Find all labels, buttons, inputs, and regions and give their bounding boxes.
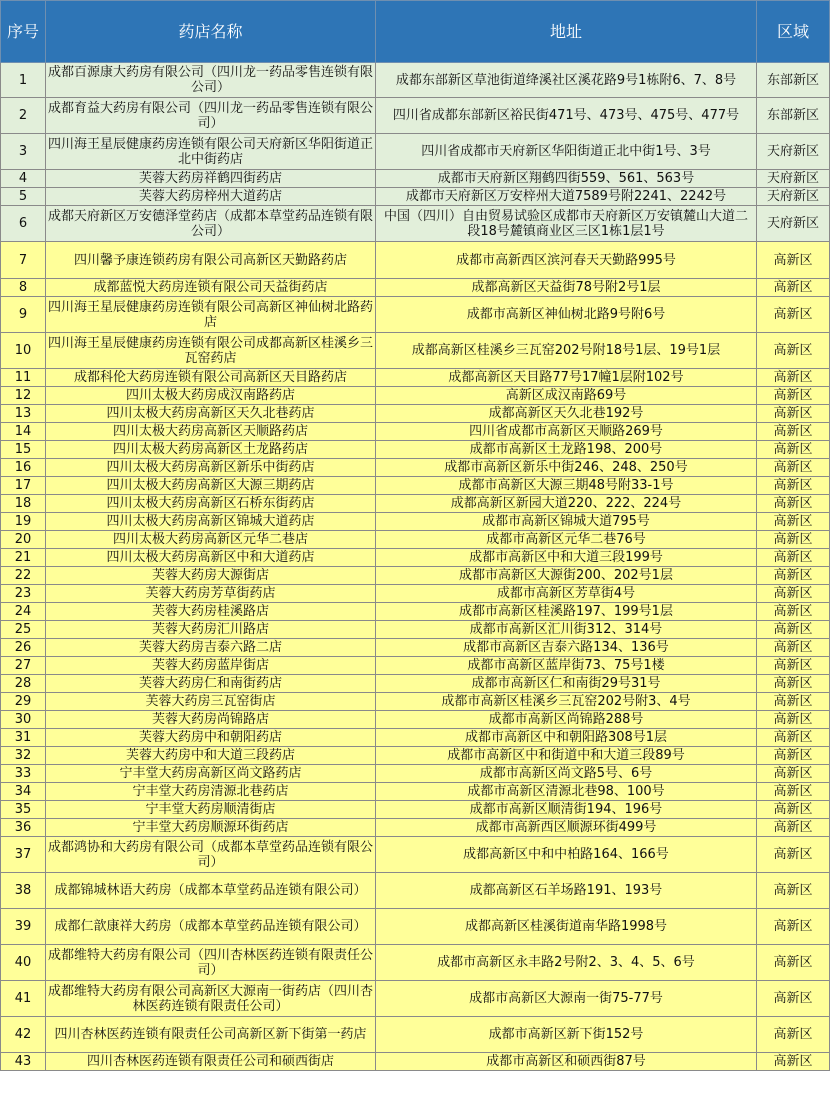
cell-name: 成都科伦大药房连锁有限公司高新区天目路药店 bbox=[46, 369, 376, 387]
cell-no: 6 bbox=[1, 206, 46, 242]
cell-address: 成都市高新区神仙树北路9号附6号 bbox=[376, 297, 757, 333]
cell-address: 成都高新区石羊场路191、193号 bbox=[376, 873, 757, 909]
header-address[interactable]: 地址 bbox=[376, 1, 757, 63]
table-row[interactable] bbox=[1, 657, 830, 675]
table-row[interactable] bbox=[1, 639, 830, 657]
cell-area: 天府新区 bbox=[757, 170, 830, 188]
cell-area: 高新区 bbox=[757, 945, 830, 981]
cell-address: 成都高新区新园大道220、222、224号 bbox=[376, 495, 757, 513]
table-row[interactable] bbox=[1, 585, 830, 603]
cell-area: 高新区 bbox=[757, 567, 830, 585]
cell-no: 9 bbox=[1, 297, 46, 333]
cell-no: 40 bbox=[1, 945, 46, 981]
cell-address: 成都市高新区尚锦路288号 bbox=[376, 711, 757, 729]
cell-no: 7 bbox=[1, 242, 46, 279]
cell-no: 11 bbox=[1, 369, 46, 387]
cell-no: 35 bbox=[1, 801, 46, 819]
cell-name: 成都维特大药房有限公司高新区大源南一街药店（四川杏林医药连锁有限责任公司） bbox=[46, 981, 376, 1017]
table-row[interactable] bbox=[1, 423, 830, 441]
cell-no: 10 bbox=[1, 333, 46, 369]
cell-name: 宁丰堂大药房顺源环街药店 bbox=[46, 819, 376, 837]
cell-no: 32 bbox=[1, 747, 46, 765]
table-row[interactable] bbox=[1, 206, 830, 242]
cell-name: 四川杏林医药连锁有限责任公司高新区新下街第一药店 bbox=[46, 1017, 376, 1053]
cell-name: 成都蓝悦大药房连锁有限公司天益街药店 bbox=[46, 279, 376, 297]
cell-area: 高新区 bbox=[757, 495, 830, 513]
cell-area: 高新区 bbox=[757, 711, 830, 729]
cell-no: 37 bbox=[1, 837, 46, 873]
cell-address: 成都市高新区锦城大道795号 bbox=[376, 513, 757, 531]
cell-address: 成都市高新区桂溪路197、199号1层 bbox=[376, 603, 757, 621]
cell-name: 成都锦城林语大药房（成都本草堂药品连锁有限公司） bbox=[46, 873, 376, 909]
cell-name: 四川太极大药房高新区锦城大道药店 bbox=[46, 513, 376, 531]
table-row[interactable] bbox=[1, 909, 830, 945]
cell-area: 高新区 bbox=[757, 477, 830, 495]
cell-area: 高新区 bbox=[757, 369, 830, 387]
table-row[interactable] bbox=[1, 188, 830, 206]
cell-area: 高新区 bbox=[757, 981, 830, 1017]
cell-address: 成都市高新区和硕西街87号 bbox=[376, 1053, 757, 1071]
cell-address: 成都高新区中和中柏路164、166号 bbox=[376, 837, 757, 873]
cell-address: 成都市高新区大源三期48号附33-1号 bbox=[376, 477, 757, 495]
cell-address: 成都市高新区新下街152号 bbox=[376, 1017, 757, 1053]
cell-no: 13 bbox=[1, 405, 46, 423]
cell-no: 3 bbox=[1, 134, 46, 170]
cell-area: 高新区 bbox=[757, 441, 830, 459]
cell-name: 成都百源康大药房有限公司（四川龙一药品零售连锁有限公司） bbox=[46, 63, 376, 98]
cell-name: 四川馨予康连锁药房有限公司高新区天勤路药店 bbox=[46, 242, 376, 279]
cell-address: 成都市高新区中和大道三段199号 bbox=[376, 549, 757, 567]
cell-name: 芙蓉大药房梓州大道药店 bbox=[46, 188, 376, 206]
cell-area: 天府新区 bbox=[757, 206, 830, 242]
cell-area: 高新区 bbox=[757, 603, 830, 621]
cell-area: 高新区 bbox=[757, 585, 830, 603]
cell-name: 芙蓉大药房桂溪路店 bbox=[46, 603, 376, 621]
cell-address: 成都市天府新区万安梓州大道7589号附2241、2242号 bbox=[376, 188, 757, 206]
cell-no: 8 bbox=[1, 279, 46, 297]
cell-name: 芙蓉大药房汇川路店 bbox=[46, 621, 376, 639]
cell-address: 成都市高新区清源北巷98、100号 bbox=[376, 783, 757, 801]
cell-area: 高新区 bbox=[757, 837, 830, 873]
table-row[interactable] bbox=[1, 405, 830, 423]
table-row[interactable] bbox=[1, 477, 830, 495]
cell-name: 四川杏林医药连锁有限责任公司和硕西街店 bbox=[46, 1053, 376, 1071]
cell-area: 高新区 bbox=[757, 333, 830, 369]
cell-no: 19 bbox=[1, 513, 46, 531]
cell-area: 高新区 bbox=[757, 405, 830, 423]
cell-area: 高新区 bbox=[757, 783, 830, 801]
cell-area: 高新区 bbox=[757, 549, 830, 567]
cell-name: 四川太极大药房高新区元华二巷店 bbox=[46, 531, 376, 549]
cell-name: 四川太极大药房高新区新乐中街药店 bbox=[46, 459, 376, 477]
cell-name: 芙蓉大药房祥鹤四街药店 bbox=[46, 170, 376, 188]
cell-address: 成都市高新区尚文路5号、6号 bbox=[376, 765, 757, 783]
cell-no: 2 bbox=[1, 98, 46, 134]
header-area[interactable]: 区域 bbox=[757, 1, 830, 63]
table-row[interactable] bbox=[1, 513, 830, 531]
cell-address: 成都高新区桂溪街道南华路1998号 bbox=[376, 909, 757, 945]
cell-address: 成都市高新区中和朝阳路308号1层 bbox=[376, 729, 757, 747]
cell-no: 4 bbox=[1, 170, 46, 188]
cell-address: 四川省成都市天府新区华阳街道正北中街1号、3号 bbox=[376, 134, 757, 170]
cell-no: 43 bbox=[1, 1053, 46, 1071]
cell-address: 成都市高新区吉泰六路134、136号 bbox=[376, 639, 757, 657]
cell-name: 芙蓉大药房中和朝阳药店 bbox=[46, 729, 376, 747]
cell-area: 高新区 bbox=[757, 639, 830, 657]
table-row[interactable] bbox=[1, 279, 830, 297]
cell-no: 41 bbox=[1, 981, 46, 1017]
cell-no: 33 bbox=[1, 765, 46, 783]
header-row bbox=[1, 1, 830, 63]
cell-no: 16 bbox=[1, 459, 46, 477]
table-row[interactable] bbox=[1, 549, 830, 567]
cell-address: 高新区成汉南路69号 bbox=[376, 387, 757, 405]
cell-area: 高新区 bbox=[757, 801, 830, 819]
cell-address: 成都市高新西区滨河春天天勤路995号 bbox=[376, 242, 757, 279]
table-row[interactable] bbox=[1, 1053, 830, 1071]
cell-area: 高新区 bbox=[757, 621, 830, 639]
table-row[interactable] bbox=[1, 711, 830, 729]
cell-no: 29 bbox=[1, 693, 46, 711]
cell-address: 四川省成都市高新区天顺路269号 bbox=[376, 423, 757, 441]
cell-name: 四川太极大药房高新区中和大道药店 bbox=[46, 549, 376, 567]
cell-area: 东部新区 bbox=[757, 98, 830, 134]
cell-address: 成都市高新区土龙路198、200号 bbox=[376, 441, 757, 459]
cell-area: 高新区 bbox=[757, 279, 830, 297]
cell-no: 36 bbox=[1, 819, 46, 837]
cell-no: 42 bbox=[1, 1017, 46, 1053]
cell-area: 东部新区 bbox=[757, 63, 830, 98]
cell-no: 12 bbox=[1, 387, 46, 405]
cell-no: 23 bbox=[1, 585, 46, 603]
cell-name: 宁丰堂大药房高新区尚文路药店 bbox=[46, 765, 376, 783]
cell-no: 15 bbox=[1, 441, 46, 459]
cell-area: 高新区 bbox=[757, 909, 830, 945]
cell-name: 四川太极大药房成汉南路药店 bbox=[46, 387, 376, 405]
cell-area: 高新区 bbox=[757, 513, 830, 531]
cell-address: 成都市高新区蓝岸街73、75号1楼 bbox=[376, 657, 757, 675]
cell-no: 38 bbox=[1, 873, 46, 909]
cell-area: 高新区 bbox=[757, 459, 830, 477]
cell-name: 成都仁歆康祥大药房（成都本草堂药品连锁有限公司） bbox=[46, 909, 376, 945]
cell-address: 成都市高新区中和街道中和大道三段89号 bbox=[376, 747, 757, 765]
cell-name: 芙蓉大药房仁和南街药店 bbox=[46, 675, 376, 693]
cell-address: 成都市高新区桂溪乡三瓦窑202号附3、4号 bbox=[376, 693, 757, 711]
table-row[interactable] bbox=[1, 621, 830, 639]
table-row[interactable] bbox=[1, 873, 830, 909]
table-row[interactable] bbox=[1, 693, 830, 711]
cell-no: 20 bbox=[1, 531, 46, 549]
cell-name: 成都天府新区万安德泽堂药店（成都本草堂药品连锁有限公司） bbox=[46, 206, 376, 242]
table-row[interactable] bbox=[1, 63, 830, 98]
cell-name: 宁丰堂大药房清源北巷药店 bbox=[46, 783, 376, 801]
cell-area: 高新区 bbox=[757, 1053, 830, 1071]
cell-address: 成都市高新区元华二巷76号 bbox=[376, 531, 757, 549]
cell-area: 高新区 bbox=[757, 693, 830, 711]
cell-area: 高新区 bbox=[757, 423, 830, 441]
cell-no: 17 bbox=[1, 477, 46, 495]
cell-address: 成都高新区天目路77号17幢1层附102号 bbox=[376, 369, 757, 387]
cell-name: 四川太极大药房高新区石桥东街药店 bbox=[46, 495, 376, 513]
cell-area: 高新区 bbox=[757, 531, 830, 549]
cell-name: 芙蓉大药房尚锦路店 bbox=[46, 711, 376, 729]
cell-name: 四川海王星辰健康药房连锁有限公司天府新区华阳街道正北中街药店 bbox=[46, 134, 376, 170]
cell-no: 18 bbox=[1, 495, 46, 513]
table-row[interactable] bbox=[1, 675, 830, 693]
cell-name: 芙蓉大药房中和大道三段药店 bbox=[46, 747, 376, 765]
cell-area: 天府新区 bbox=[757, 134, 830, 170]
cell-name: 四川太极大药房高新区天久北巷药店 bbox=[46, 405, 376, 423]
cell-no: 24 bbox=[1, 603, 46, 621]
cell-area: 高新区 bbox=[757, 242, 830, 279]
table-row[interactable] bbox=[1, 369, 830, 387]
cell-name: 四川太极大药房高新区天顺路药店 bbox=[46, 423, 376, 441]
cell-address: 成都高新区天益街78号附2号1层 bbox=[376, 279, 757, 297]
table-row[interactable] bbox=[1, 729, 830, 747]
cell-name: 四川太极大药房高新区大源三期药店 bbox=[46, 477, 376, 495]
cell-name: 芙蓉大药房三瓦窑街店 bbox=[46, 693, 376, 711]
cell-address: 成都市高新区永丰路2号附2、3、4、5、6号 bbox=[376, 945, 757, 981]
cell-area: 高新区 bbox=[757, 765, 830, 783]
table-row[interactable] bbox=[1, 945, 830, 981]
cell-no: 21 bbox=[1, 549, 46, 567]
cell-no: 31 bbox=[1, 729, 46, 747]
cell-address: 成都东部新区草池街道绛溪社区溪花路9号1栋附6、7、8号 bbox=[376, 63, 757, 98]
table-row[interactable] bbox=[1, 819, 830, 837]
table-row[interactable] bbox=[1, 242, 830, 279]
table-row[interactable] bbox=[1, 765, 830, 783]
cell-address: 成都高新区天久北巷192号 bbox=[376, 405, 757, 423]
cell-address: 成都市高新区芳草街4号 bbox=[376, 585, 757, 603]
cell-address: 中国（四川）自由贸易试验区成都市天府新区万安镇麓山大道二段18号麓镇商业区三区1栋1层1号 bbox=[376, 206, 757, 242]
cell-area: 高新区 bbox=[757, 657, 830, 675]
table-row[interactable] bbox=[1, 981, 830, 1017]
cell-name: 芙蓉大药房蓝岸街店 bbox=[46, 657, 376, 675]
cell-name: 芙蓉大药房芳草街药店 bbox=[46, 585, 376, 603]
header-name[interactable]: 药店名称 bbox=[46, 1, 376, 63]
cell-area: 高新区 bbox=[757, 675, 830, 693]
table-row[interactable] bbox=[1, 297, 830, 333]
cell-area: 高新区 bbox=[757, 1017, 830, 1053]
cell-no: 27 bbox=[1, 657, 46, 675]
table-row[interactable] bbox=[1, 459, 830, 477]
cell-area: 天府新区 bbox=[757, 188, 830, 206]
table-row[interactable] bbox=[1, 333, 830, 369]
cell-name: 宁丰堂大药房顺清街店 bbox=[46, 801, 376, 819]
cell-name: 成都育益大药房有限公司（四川龙一药品零售连锁有限公司） bbox=[46, 98, 376, 134]
cell-name: 成都维特大药房有限公司（四川杏林医药连锁有限责任公司） bbox=[46, 945, 376, 981]
cell-name: 四川太极大药房高新区土龙路药店 bbox=[46, 441, 376, 459]
cell-no: 28 bbox=[1, 675, 46, 693]
table-row[interactable] bbox=[1, 1017, 830, 1053]
cell-no: 26 bbox=[1, 639, 46, 657]
table-row[interactable] bbox=[1, 801, 830, 819]
cell-address: 成都市高新区大源街200、202号1层 bbox=[376, 567, 757, 585]
cell-address: 成都市高新西区顺源环街499号 bbox=[376, 819, 757, 837]
cell-address: 四川省成都东部新区裕民街471号、473号、475号、477号 bbox=[376, 98, 757, 134]
cell-area: 高新区 bbox=[757, 729, 830, 747]
table-row[interactable] bbox=[1, 747, 830, 765]
cell-address: 成都市天府新区翔鹤四街559、561、563号 bbox=[376, 170, 757, 188]
table-row[interactable] bbox=[1, 567, 830, 585]
cell-name: 芙蓉大药房吉泰六路二店 bbox=[46, 639, 376, 657]
cell-area: 高新区 bbox=[757, 819, 830, 837]
table-row[interactable] bbox=[1, 531, 830, 549]
cell-no: 30 bbox=[1, 711, 46, 729]
cell-area: 高新区 bbox=[757, 873, 830, 909]
cell-no: 1 bbox=[1, 63, 46, 98]
table-row[interactable] bbox=[1, 387, 830, 405]
cell-address: 成都市高新区新乐中街246、248、250号 bbox=[376, 459, 757, 477]
cell-no: 22 bbox=[1, 567, 46, 585]
cell-name: 芙蓉大药房大源街店 bbox=[46, 567, 376, 585]
table-row[interactable] bbox=[1, 495, 830, 513]
table-row[interactable] bbox=[1, 441, 830, 459]
table-row[interactable] bbox=[1, 134, 830, 170]
cell-name: 四川海王星辰健康药房连锁有限公司成都高新区桂溪乡三瓦窑药店 bbox=[46, 333, 376, 369]
table-row[interactable] bbox=[1, 783, 830, 801]
cell-no: 14 bbox=[1, 423, 46, 441]
cell-address: 成都市高新区大源南一街75-77号 bbox=[376, 981, 757, 1017]
cell-address: 成都市高新区顺清街194、196号 bbox=[376, 801, 757, 819]
table-row[interactable] bbox=[1, 98, 830, 134]
cell-area: 高新区 bbox=[757, 387, 830, 405]
cell-address: 成都高新区桂溪乡三瓦窑202号附18号1层、19号1层 bbox=[376, 333, 757, 369]
table-row[interactable] bbox=[1, 603, 830, 621]
cell-address: 成都市高新区仁和南街29号31号 bbox=[376, 675, 757, 693]
cell-area: 高新区 bbox=[757, 297, 830, 333]
cell-area: 高新区 bbox=[757, 747, 830, 765]
table-row[interactable] bbox=[1, 837, 830, 873]
cell-address: 成都市高新区汇川街312、314号 bbox=[376, 621, 757, 639]
cell-name: 成都鸿协和大药房有限公司（成都本草堂药品连锁有限公司） bbox=[46, 837, 376, 873]
cell-no: 34 bbox=[1, 783, 46, 801]
cell-no: 25 bbox=[1, 621, 46, 639]
header-no[interactable]: 序号 bbox=[1, 1, 46, 63]
cell-no: 5 bbox=[1, 188, 46, 206]
cell-name: 四川海王星辰健康药房连锁有限公司高新区神仙树北路药店 bbox=[46, 297, 376, 333]
cell-no: 39 bbox=[1, 909, 46, 945]
table-row[interactable] bbox=[1, 170, 830, 188]
